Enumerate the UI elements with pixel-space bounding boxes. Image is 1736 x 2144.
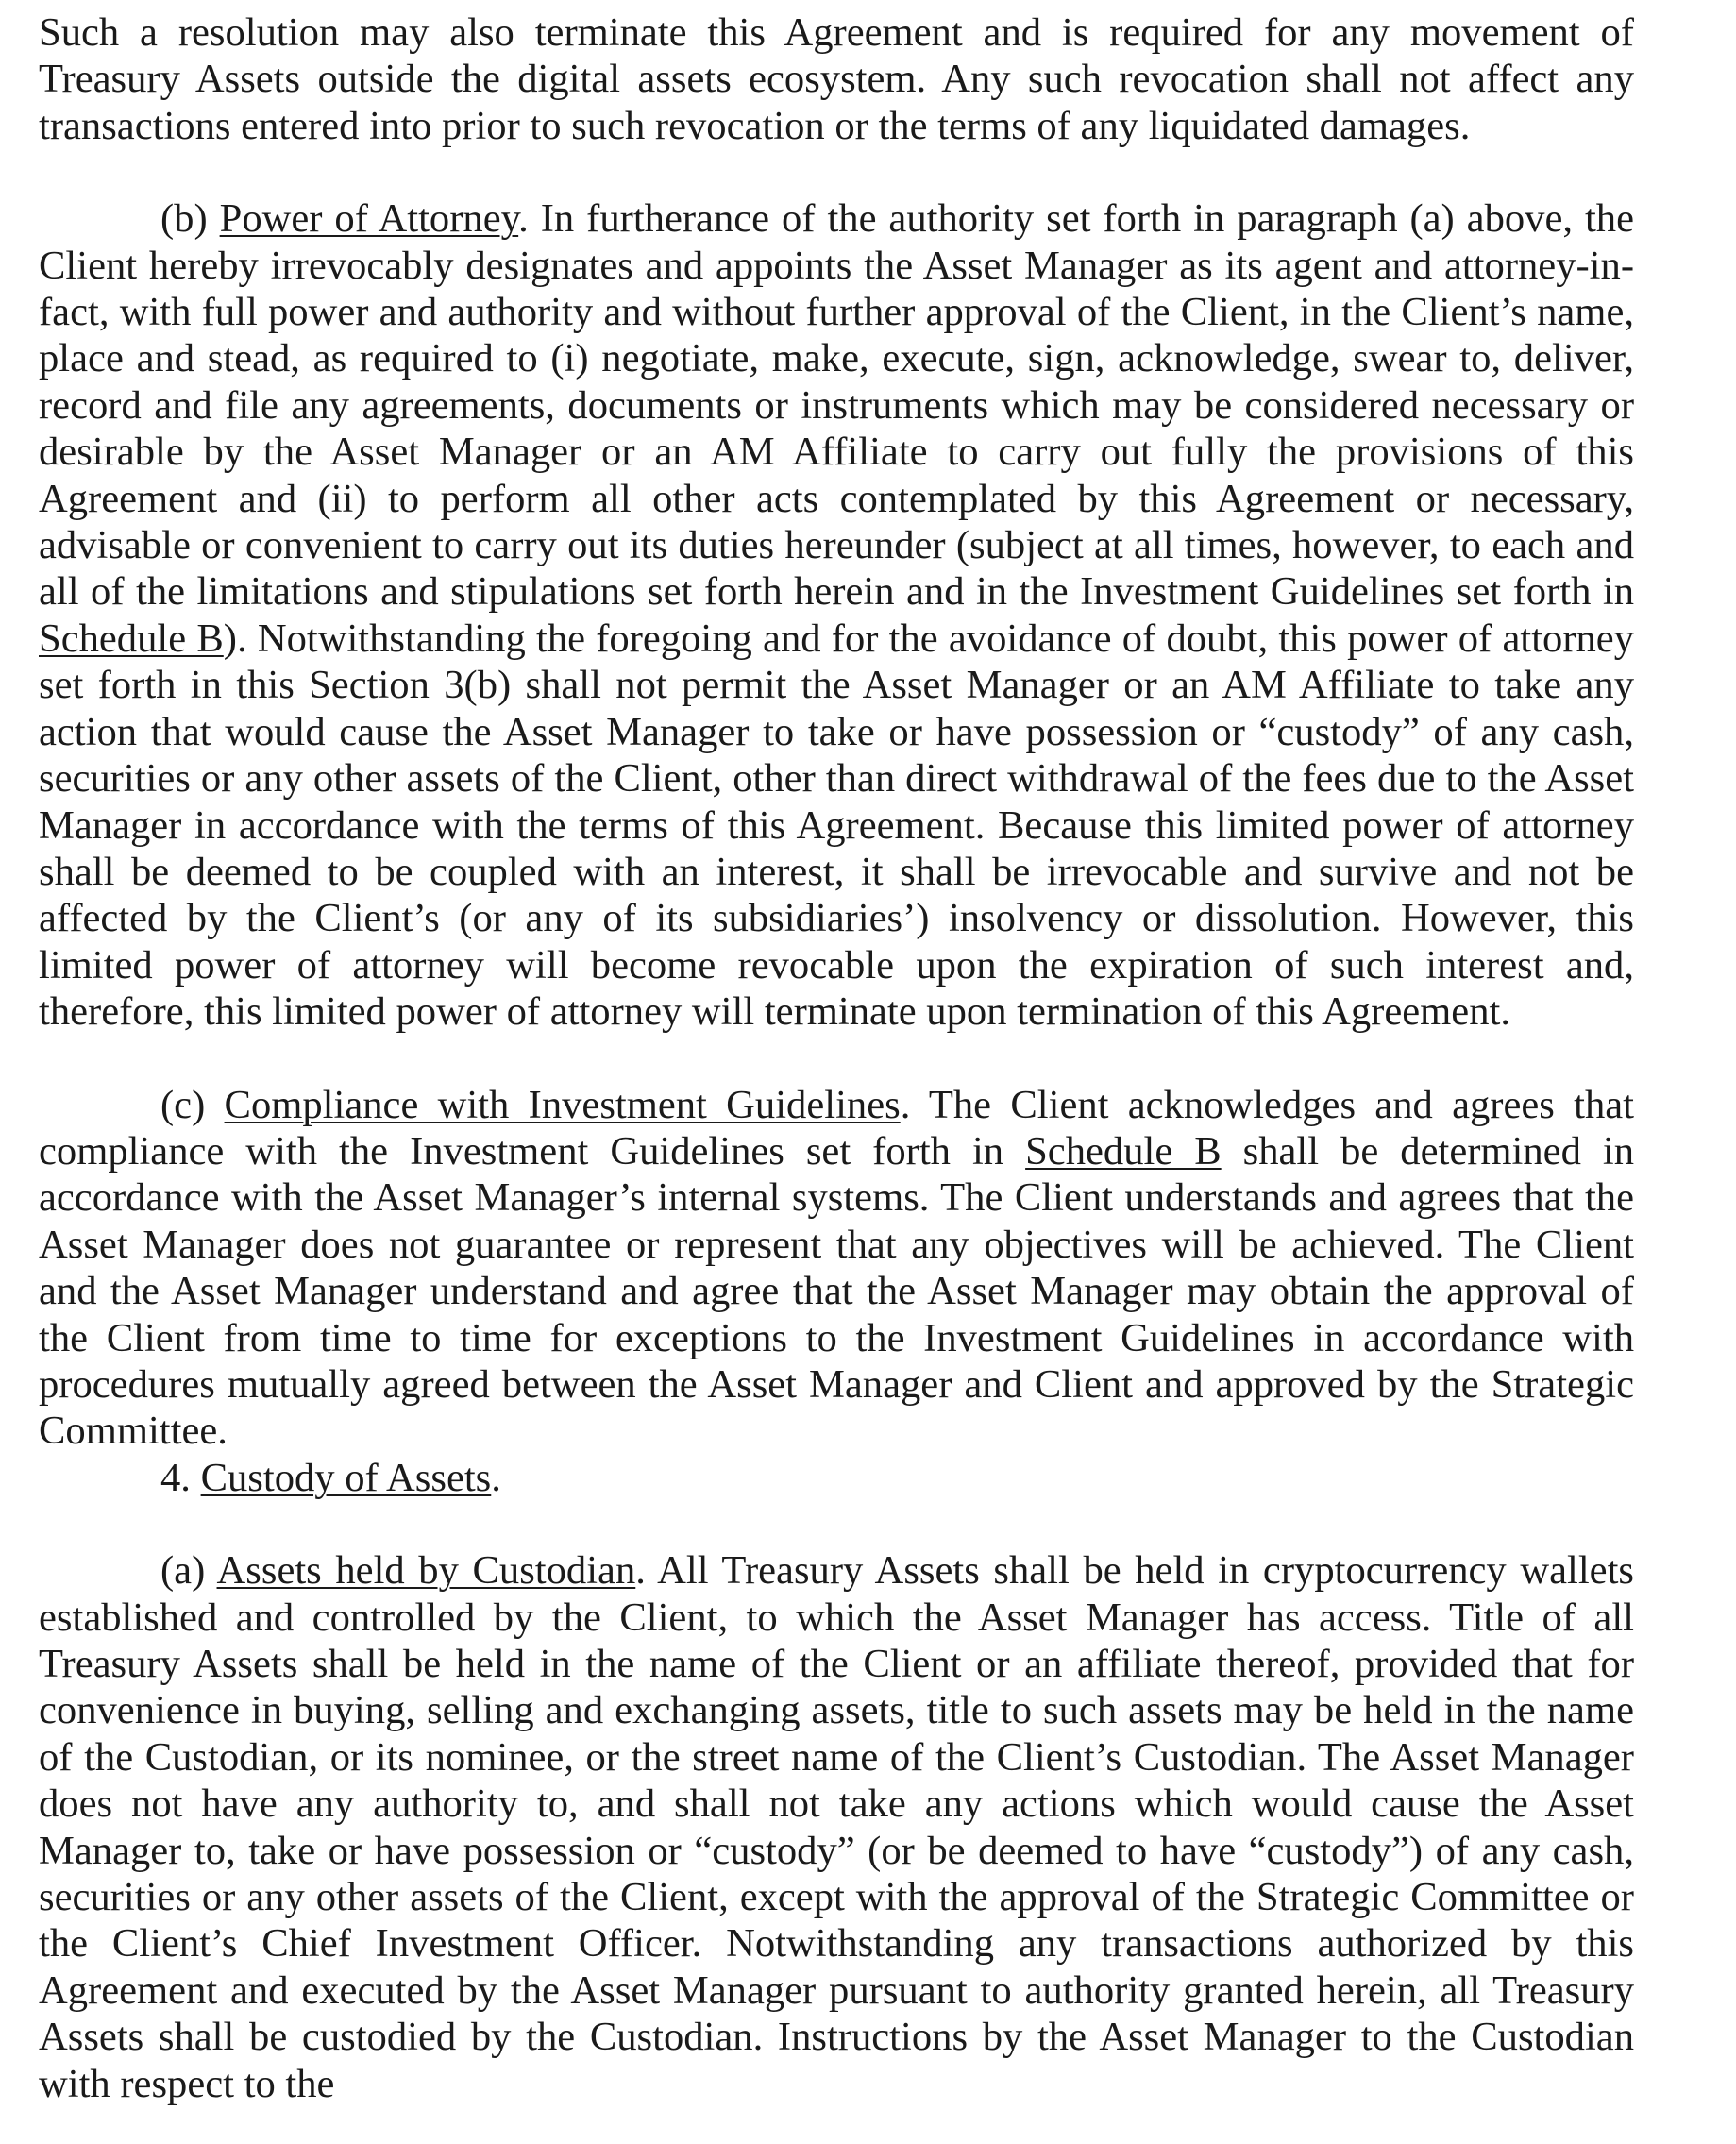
paragraph-3c-schedule-reference: Schedule B xyxy=(1025,1128,1222,1173)
paragraph-4a-title: Assets held by Custodian xyxy=(216,1548,636,1594)
paragraph-3b-power-of-attorney xyxy=(39,195,1634,1035)
section-4-period: . xyxy=(491,1455,501,1500)
paragraph-3c-compliance xyxy=(39,1082,1634,1455)
section-4-number: 4. xyxy=(160,1455,201,1500)
paragraph-3b-lead-text: . In furtherance of the authority set forth in paragraph (a) above, the Client hereby irrevocably designates and appoints the Asset Manager as its agent and attorney-in-fact, with full power and authority and without further approval of the Client, in the Client’s name, place and stead, as required to (i) negotiate, make, execute, sign, acknowledge, swear to, deliver, record and file any agreements, documents or instruments which may be considered necessary or desirable by the Asset Manager or an AM Affiliate to carry out fully the provisions of this Agreement and (ii) to perform all other acts contemplated by this Agreement or necessary, advisable or convenient to carry out its duties hereunder (subject at all times, however, to each and all of the limitations and stipulations set forth herein and in the Investment Guidelines set forth in xyxy=(39,196,1635,615)
paragraph-4a-prefix: (a) xyxy=(160,1548,217,1594)
paragraph-4a-assets-held xyxy=(39,1547,1634,2107)
paragraph-4a-body-text: . All Treasury Assets shall be held in cryptocurrency wallets established and controlled by the Client, to which the Asset Manager has access. Title of all Treasury Assets shall be held in the name of the Client or an affiliate thereof, provided that for convenience in buying, selling and exchanging assets, title to such assets may be held in the name of the Custodian, or its nominee, or the street name of the Client’s Custodian. The Asset Manager does not have any authority to, and shall not take any actions which would cause the Asset Manager to, take or have possession or “custody” (or be deemed to have “custody”) of any cash, securities or any other assets of the Client, except with the approval of the Strategic Committee or the Client’s Chief Investment Officer. Notwithstanding any transactions authorized by this Agreement and executed by the Asset Manager pursuant to authority granted herein, all Treasury Assets shall be custodied by the Custodian. Instructions by the Asset Manager to the Custodian with respect to the xyxy=(39,1548,1634,2106)
paragraph-3c-prefix: (c) xyxy=(160,1082,225,1127)
paragraph-3c-title: Compliance with Investment Guidelines xyxy=(224,1082,901,1127)
paragraph-3c-body-text: shall be determined in accordance with the Asset Manager’s internal systems. The Client understands and agrees that the Asset Manager does not guarantee or represent that any objectives will be achieved. The Client and the Asset Manager understand and agree that the Asset Manager may obtain the approval of the Client from time to time for exceptions to the Investment Guidelines in accordance with procedures mutually agreed between the Asset Manager and Client and approved by the Strategic Committee. xyxy=(39,1128,1635,1454)
section-4-heading xyxy=(39,1455,1634,1501)
document-page xyxy=(39,9,1634,2107)
paragraph-3b-title: Power of Attorney xyxy=(219,196,519,242)
paragraph-3b-schedule-reference: Schedule B xyxy=(39,616,224,661)
paragraph-continuation-text: Such a resolution may also terminate this Agreement and is required for any movement of Treasury Assets outside the digital assets ecosystem. Any such revocation shall not affect any transactions entered into prior to such revocation or the terms of any liquidated damages. xyxy=(39,10,1634,148)
paragraph-3b-body-text: ). Notwithstanding the foregoing and for the avoidance of doubt, this power of attorney set forth in this Section 3(b) shall not permit the Asset Manager or an AM Affiliate to take any action that would cause the Asset Manager to take or have possession or “custody” of any cash, securities or any other assets of the Client, other than direct withdrawal of the fees due to the Asset Manager in accordance with the terms of this Agreement. Because this limited power of attorney shall be deemed to be coupled with an interest, it shall be irrevocable and survive and not be affected by the Client’s (or any of its subsidiaries’) insolvency or dissolution. However, this limited power of attorney will become revocable upon the expiration of such interest and, therefore, this limited power of attorney will terminate upon termination of this Agreement. xyxy=(39,616,1635,1035)
paragraph-continuation xyxy=(39,9,1634,149)
paragraph-3b-prefix: (b) xyxy=(160,196,220,242)
section-4-title: Custody of Assets xyxy=(200,1455,492,1500)
paragraph-3c-lead-text: . The Client acknowledges and agrees that compliance with the Investment Guidelines set forth in xyxy=(39,1082,1634,1173)
